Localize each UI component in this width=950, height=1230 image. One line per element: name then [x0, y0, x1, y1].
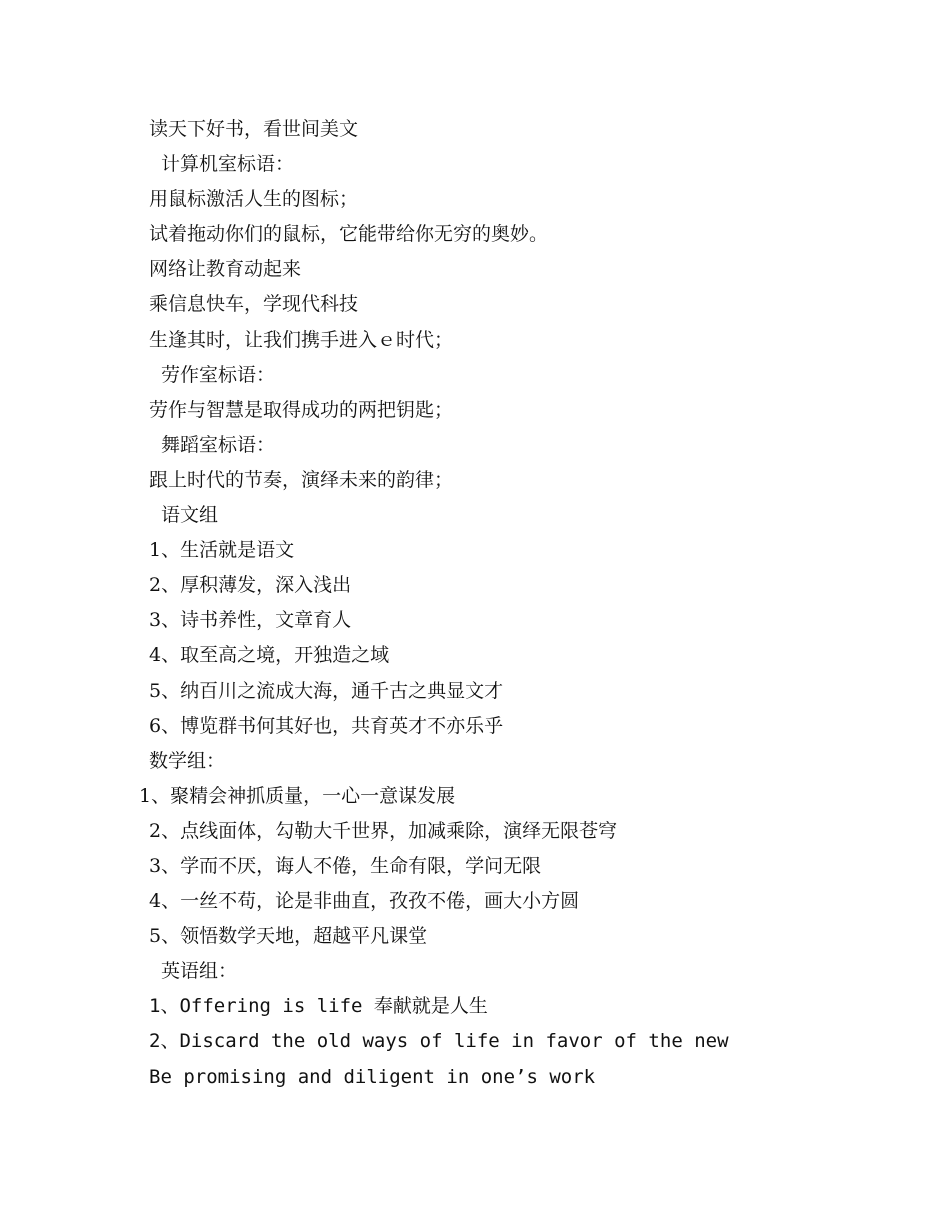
text-line: 生逢其时，让我们携手进入ｅ时代； [149, 328, 454, 351]
text-line: 读天下好书，看世间美文 [149, 118, 359, 140]
list-item: 4、一丝不苟，论是非曲直，孜孜不倦，画大小方圆 [149, 890, 580, 913]
text-line: 乘信息快车，学现代科技 [149, 293, 359, 316]
text-line: 用鼠标激活人生的图标； [149, 188, 359, 211]
document-body [0, 112, 950, 1095]
text-line: 试着拖动你们的鼠标，它能带给你无穷的奥妙。 [149, 223, 549, 246]
list-item: 5、领悟数学天地，超越平凡课堂 [149, 925, 428, 948]
list-item: 2、Discard the old ways of life in favor of the new [149, 1030, 729, 1053]
list-item: 6、博览群书何其好也，共育英才不亦乐乎 [149, 714, 504, 737]
list-item: 4、取至高之境，开独造之域 [149, 644, 390, 667]
section-heading-math-group: 数学组： [149, 749, 226, 772]
list-item: 2、点线面体，勾勒大千世界，加减乘除，演绎无限苍穹 [149, 819, 618, 842]
section-heading-computer-room: 计算机室标语： [161, 153, 295, 176]
section-heading-labor-room: 劳作室标语： [161, 363, 276, 386]
list-item: 3、学而不厌，诲人不倦，生命有限，学问无限 [149, 854, 542, 877]
list-item: 1、生活就是语文 [149, 539, 295, 562]
section-heading-english-group: 英语组： [161, 960, 238, 983]
section-heading-chinese-group: 语文组 [161, 504, 219, 527]
list-item: 3、诗书养性，文章育人 [149, 609, 352, 632]
text-line: Be promising and diligent in one’s work [149, 1065, 596, 1088]
text-line: 劳作与智慧是取得成功的两把钥匙； [149, 398, 454, 421]
text-line: 网络让教育动起来 [149, 258, 302, 281]
section-heading-dance-room: 舞蹈室标语： [161, 433, 276, 456]
list-item: 1、聚精会神抓质量，一心一意谋发展 [139, 784, 456, 807]
text-line: 跟上时代的节奏，演绎未来的韵律； [149, 468, 454, 491]
list-item: 2、厚积薄发，深入浅出 [149, 574, 352, 597]
list-item: 1、Offering is life 奉献就是人生 [149, 995, 488, 1018]
list-item: 5、纳百川之流成大海，通千古之典显文才 [149, 679, 504, 702]
